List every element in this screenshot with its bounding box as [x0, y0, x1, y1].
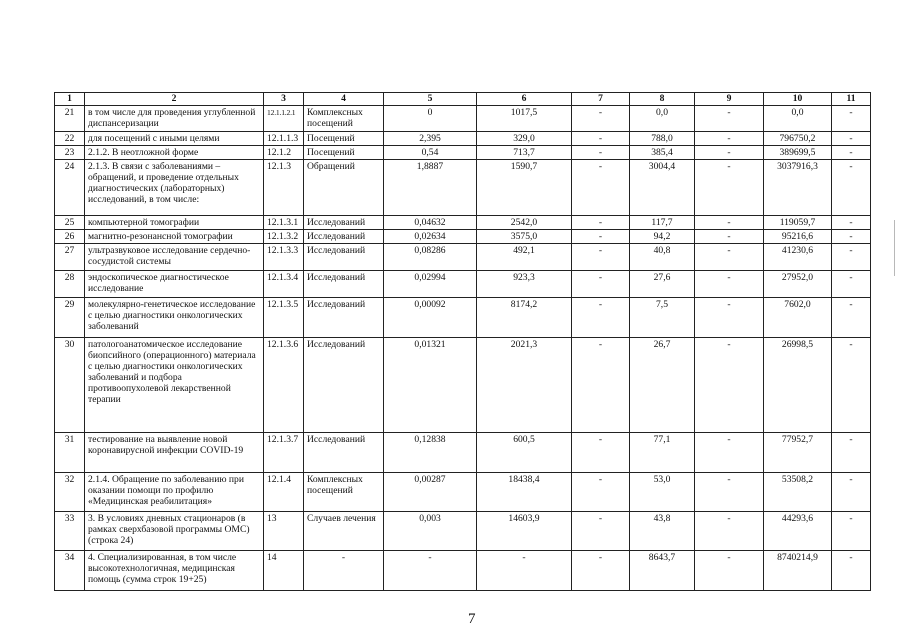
table-row	[55, 338, 871, 433]
cell-col7: -	[572, 551, 630, 591]
cell-col7: -	[572, 271, 630, 298]
cell-col7: -	[572, 338, 630, 433]
cell-col11: -	[832, 230, 871, 244]
row-unit: Исследований	[304, 230, 384, 244]
cell-col6: 8174,2	[477, 298, 572, 338]
row-unit: Посещений	[304, 146, 384, 160]
row-code: 12.1.3	[264, 160, 304, 216]
row-name: 2.1.4. Обращение по заболеванию при оказании помощи по профилю «Медицинская реабилитация»	[85, 473, 264, 512]
row-number: 34	[55, 551, 85, 591]
cell-col9: -	[695, 338, 764, 433]
cell-col6: 713,7	[477, 146, 572, 160]
row-code: 13	[264, 512, 304, 551]
row-number: 33	[55, 512, 85, 551]
cell-col9: -	[695, 132, 764, 146]
row-number: 26	[55, 230, 85, 244]
row-name: 2.1.3. В связи с заболеваниями – обращений, и проведение отдельных диагностических (лабораторных) исследований, в том числе:	[85, 160, 264, 216]
row-number: 23	[55, 146, 85, 160]
cell-col5: 0,02634	[384, 230, 477, 244]
cell-col6: 18438,4	[477, 473, 572, 512]
row-unit: Исследований	[304, 298, 384, 338]
cell-col11: -	[832, 551, 871, 591]
table-row	[55, 473, 871, 512]
cell-col9: -	[695, 433, 764, 473]
row-number: 22	[55, 132, 85, 146]
cell-col6: 1017,5	[477, 106, 572, 132]
row-unit: Комплексных посещений	[304, 473, 384, 512]
cell-col10: 95216,6	[764, 230, 832, 244]
cell-col5: -	[384, 551, 477, 591]
cell-col8: 7,5	[630, 298, 695, 338]
row-code: 12.1.4	[264, 473, 304, 512]
table-row	[55, 298, 871, 338]
cell-col8: 77,1	[630, 433, 695, 473]
row-code: 12.1.3.3	[264, 244, 304, 271]
row-unit: Комплексных посещений	[304, 106, 384, 132]
cell-col10: 7602,0	[764, 298, 832, 338]
cell-col9: -	[695, 512, 764, 551]
row-name: молекулярно-генетическое исследование с целью диагностики онкологических заболеваний	[85, 298, 264, 338]
cell-col7: -	[572, 244, 630, 271]
table-row	[55, 551, 871, 591]
cell-col11: -	[832, 512, 871, 551]
page-number: 7	[468, 611, 476, 627]
cell-col11: -	[832, 271, 871, 298]
cell-col10: 0,0	[764, 106, 832, 132]
cell-col6: 600,5	[477, 433, 572, 473]
cell-col10: 8740214,9	[764, 551, 832, 591]
cell-col7: -	[572, 230, 630, 244]
cell-col8: 788,0	[630, 132, 695, 146]
cell-col8: 385,4	[630, 146, 695, 160]
cell-col9: -	[695, 244, 764, 271]
row-name: 2.1.2. В неотложной форме	[85, 146, 264, 160]
cell-col10: 44293,6	[764, 512, 832, 551]
cell-col6: 923,3	[477, 271, 572, 298]
cell-col5: 1,8887	[384, 160, 477, 216]
cell-col11: -	[832, 106, 871, 132]
document-sheet	[54, 92, 870, 591]
row-code: 12.1.1.3	[264, 132, 304, 146]
cell-col10: 796750,2	[764, 132, 832, 146]
table-row	[55, 106, 871, 132]
cell-col7: -	[572, 298, 630, 338]
row-unit: -	[304, 551, 384, 591]
cell-col8: 117,7	[630, 216, 695, 230]
row-unit: Обращений	[304, 160, 384, 216]
cell-col6: 14603,9	[477, 512, 572, 551]
cell-col6: 492,1	[477, 244, 572, 271]
table-row	[55, 512, 871, 551]
row-number: 27	[55, 244, 85, 271]
row-code: 12.1.3.7	[264, 433, 304, 473]
cell-col6: 3575,0	[477, 230, 572, 244]
cell-col5: 0,02994	[384, 271, 477, 298]
row-number: 30	[55, 338, 85, 433]
row-name: тестирование на выявление новой коронавирусной инфекции COVID-19	[85, 433, 264, 473]
cell-col10: 41230,6	[764, 244, 832, 271]
row-code: 12.1.3.1	[264, 216, 304, 230]
row-unit: Случаев лечения	[304, 512, 384, 551]
cell-col10: 3037916,3	[764, 160, 832, 216]
cell-col7: -	[572, 132, 630, 146]
cell-col9: -	[695, 146, 764, 160]
cell-col5: 0	[384, 106, 477, 132]
row-unit: Исследований	[304, 216, 384, 230]
cell-col8: 27,6	[630, 271, 695, 298]
cell-col11: -	[832, 473, 871, 512]
row-code: 12.1.3.5	[264, 298, 304, 338]
cell-col7: -	[572, 473, 630, 512]
cell-col11: -	[832, 244, 871, 271]
cell-col11: -	[832, 298, 871, 338]
cell-col7: -	[572, 106, 630, 132]
table-body	[55, 106, 871, 591]
cell-col8: 94,2	[630, 230, 695, 244]
column-header-5: 5	[384, 93, 477, 106]
column-header-3: 3	[264, 93, 304, 106]
cell-col8: 53,0	[630, 473, 695, 512]
table-row	[55, 230, 871, 244]
column-header-4: 4	[304, 93, 384, 106]
cell-col5: 0,00287	[384, 473, 477, 512]
cell-col9: -	[695, 473, 764, 512]
row-number: 24	[55, 160, 85, 216]
column-header-7: 7	[572, 93, 630, 106]
cell-col5: 0,54	[384, 146, 477, 160]
column-header-2: 2	[85, 93, 264, 106]
table-row	[55, 433, 871, 473]
data-table	[54, 92, 871, 591]
row-name: патологоанатомическое исследование биопсийного (операционного) материала с целью диагностики онкологических заболеваний и подбора противоопухолевой лекарственной терапии	[85, 338, 264, 433]
table-row	[55, 216, 871, 230]
row-number: 32	[55, 473, 85, 512]
row-unit: Исследований	[304, 271, 384, 298]
cell-col6: 1590,7	[477, 160, 572, 216]
cell-col8: 26,7	[630, 338, 695, 433]
row-name: эндоскопическое диагностическое исследование	[85, 271, 264, 298]
cell-col8: 3004,4	[630, 160, 695, 216]
cell-col8: 43,8	[630, 512, 695, 551]
cell-col6: -	[477, 551, 572, 591]
scan-edge-mark	[894, 220, 895, 276]
cell-col10: 26998,5	[764, 338, 832, 433]
column-header-10: 10	[764, 93, 832, 106]
cell-col10: 119059,7	[764, 216, 832, 230]
row-name: для посещений с иными целями	[85, 132, 264, 146]
cell-col11: -	[832, 146, 871, 160]
row-number: 25	[55, 216, 85, 230]
column-header-9: 9	[695, 93, 764, 106]
cell-col10: 27952,0	[764, 271, 832, 298]
cell-col5: 0,12838	[384, 433, 477, 473]
cell-col7: -	[572, 512, 630, 551]
cell-col10: 77952,7	[764, 433, 832, 473]
row-number: 31	[55, 433, 85, 473]
cell-col6: 2542,0	[477, 216, 572, 230]
row-code: 12.1.2	[264, 146, 304, 160]
cell-col7: -	[572, 146, 630, 160]
cell-col5: 0,04632	[384, 216, 477, 230]
cell-col5: 0,003	[384, 512, 477, 551]
cell-col8: 8643,7	[630, 551, 695, 591]
column-header-1: 1	[55, 93, 85, 106]
cell-col8: 40,8	[630, 244, 695, 271]
cell-col9: -	[695, 106, 764, 132]
column-header-8: 8	[630, 93, 695, 106]
row-unit: Посещений	[304, 132, 384, 146]
row-name: ультразвуковое исследование сердечно-сосудистой системы	[85, 244, 264, 271]
row-number: 29	[55, 298, 85, 338]
cell-col10: 389699,5	[764, 146, 832, 160]
cell-col11: -	[832, 216, 871, 230]
cell-col10: 53508,2	[764, 473, 832, 512]
table-header-row	[55, 93, 871, 106]
row-code: 14	[264, 551, 304, 591]
cell-col7: -	[572, 433, 630, 473]
row-code: 12.1.3.4	[264, 271, 304, 298]
table-row	[55, 132, 871, 146]
cell-col7: -	[572, 160, 630, 216]
row-unit: Исследований	[304, 244, 384, 271]
cell-col11: -	[832, 132, 871, 146]
cell-col9: -	[695, 551, 764, 591]
row-name: компьютерной томографии	[85, 216, 264, 230]
row-number: 28	[55, 271, 85, 298]
row-number: 21	[55, 106, 85, 132]
row-code: 12.1.3.2	[264, 230, 304, 244]
cell-col9: -	[695, 160, 764, 216]
row-unit: Исследований	[304, 338, 384, 433]
cell-col6: 2021,3	[477, 338, 572, 433]
row-name: в том числе для проведения углубленной диспансеризации	[85, 106, 264, 132]
cell-col9: -	[695, 298, 764, 338]
table-row	[55, 146, 871, 160]
cell-col7: -	[572, 216, 630, 230]
cell-col8: 0,0	[630, 106, 695, 132]
cell-col11: -	[832, 433, 871, 473]
cell-col11: -	[832, 338, 871, 433]
cell-col9: -	[695, 271, 764, 298]
column-header-6: 6	[477, 93, 572, 106]
row-name: магнитно-резонансной томографии	[85, 230, 264, 244]
row-unit: Исследований	[304, 433, 384, 473]
cell-col5: 2,395	[384, 132, 477, 146]
table-row	[55, 244, 871, 271]
table-row	[55, 160, 871, 216]
cell-col5: 0,00092	[384, 298, 477, 338]
row-name: 4. Специализированная, в том числе высокотехнологичная, медицинская помощь (сумма строк 19+25)	[85, 551, 264, 591]
row-name: 3. В условиях дневных стационаров (в рамках сверхбазовой программы ОМС) (строка 24)	[85, 512, 264, 551]
row-code: 12.1.1.2.1	[264, 106, 304, 132]
cell-col5: 0,08286	[384, 244, 477, 271]
column-header-11: 11	[832, 93, 871, 106]
cell-col5: 0,01321	[384, 338, 477, 433]
cell-col9: -	[695, 216, 764, 230]
cell-col11: -	[832, 160, 871, 216]
cell-col6: 329,0	[477, 132, 572, 146]
row-code: 12.1.3.6	[264, 338, 304, 433]
cell-col9: -	[695, 230, 764, 244]
table-row	[55, 271, 871, 298]
